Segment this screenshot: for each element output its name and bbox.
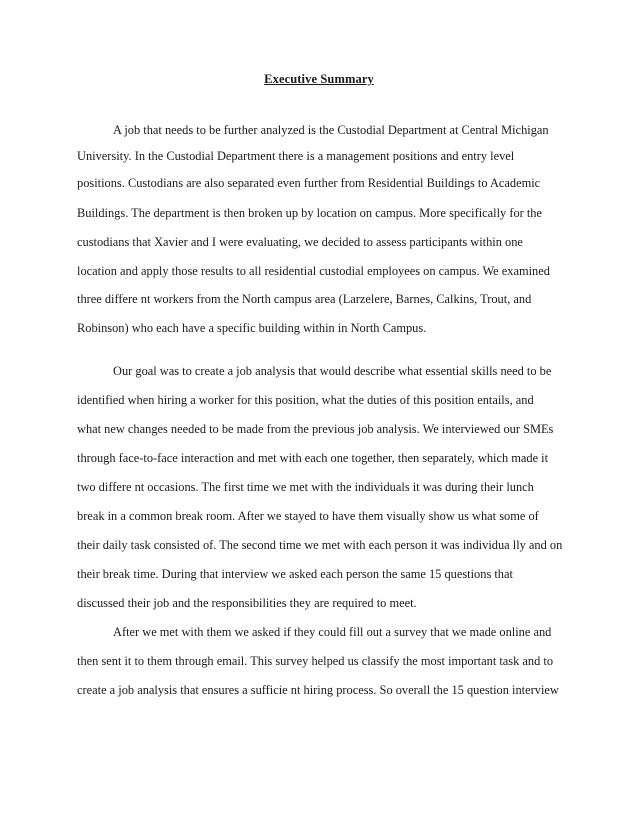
paragraph-2-line-5: two differe nt occasions. The first time we met with the individuals it was during their lunch bbox=[77, 480, 534, 494]
page-title: Executive Summary bbox=[264, 72, 374, 86]
paragraph-3-line-1: After we met with them we asked if they could fill out a survey that we made online and bbox=[113, 625, 552, 639]
paragraph-1-line-4: Buildings. The department is then broken up by location on campus. More specifically for the bbox=[77, 206, 542, 220]
paragraph-3-line-2: then sent it to them through email. This survey helped us classify the most important task and to bbox=[77, 654, 554, 668]
paragraph-1-line-5: custodians that Xavier and I were evaluating, we decided to assess participants within one bbox=[77, 235, 523, 249]
paragraph-1-line-2: University. In the Custodial Department there is a management positions and entry level bbox=[77, 149, 515, 163]
paragraph-1-line-1: A job that needs to be further analyzed is the Custodial Department at Central Michigan bbox=[113, 123, 549, 137]
paragraph-1-line-8: Robinson) who each have a specific building within in North Campus. bbox=[77, 321, 427, 335]
paragraph-2-line-8: their break time. During that interview we asked each person the same 15 questions that bbox=[77, 567, 513, 581]
paragraph-1-line-7: three differe nt workers from the North campus area (Larzelere, Barnes, Calkins, Trout, and bbox=[77, 292, 532, 306]
paragraph-2-line-6: break in a common break room. After we stayed to have them visually show us what some of bbox=[77, 509, 539, 523]
paragraph-2-line-9: discussed their job and the responsibilities they are required to meet. bbox=[77, 596, 417, 610]
paragraph-3-line-3: create a job analysis that ensures a sufficie nt hiring process. So overall the 15 question interview bbox=[77, 683, 559, 697]
paragraph-2-line-7: their daily task consisted of. The second time we met with each person it was individua lly and on bbox=[77, 538, 563, 552]
paragraph-2-line-1: Our goal was to create a job analysis that would describe what essential skills need to be bbox=[113, 364, 552, 378]
paragraph-2-line-2: identified when hiring a worker for this position, what the duties of this position entails, and bbox=[77, 393, 534, 407]
paragraph-1-line-6: location and apply those results to all residential custodial employees on campus. We examined bbox=[77, 264, 550, 278]
paragraph-2-line-3: what new changes needed to be made from the previous job analysis. We interviewed our SMEs bbox=[77, 422, 554, 436]
paragraph-1-line-3: positions. Custodians are also separated even further from Residential Buildings to Academic bbox=[77, 176, 541, 190]
paragraph-2-line-4: through face-to-face interaction and met with each one together, then separately, which made it bbox=[77, 451, 549, 465]
